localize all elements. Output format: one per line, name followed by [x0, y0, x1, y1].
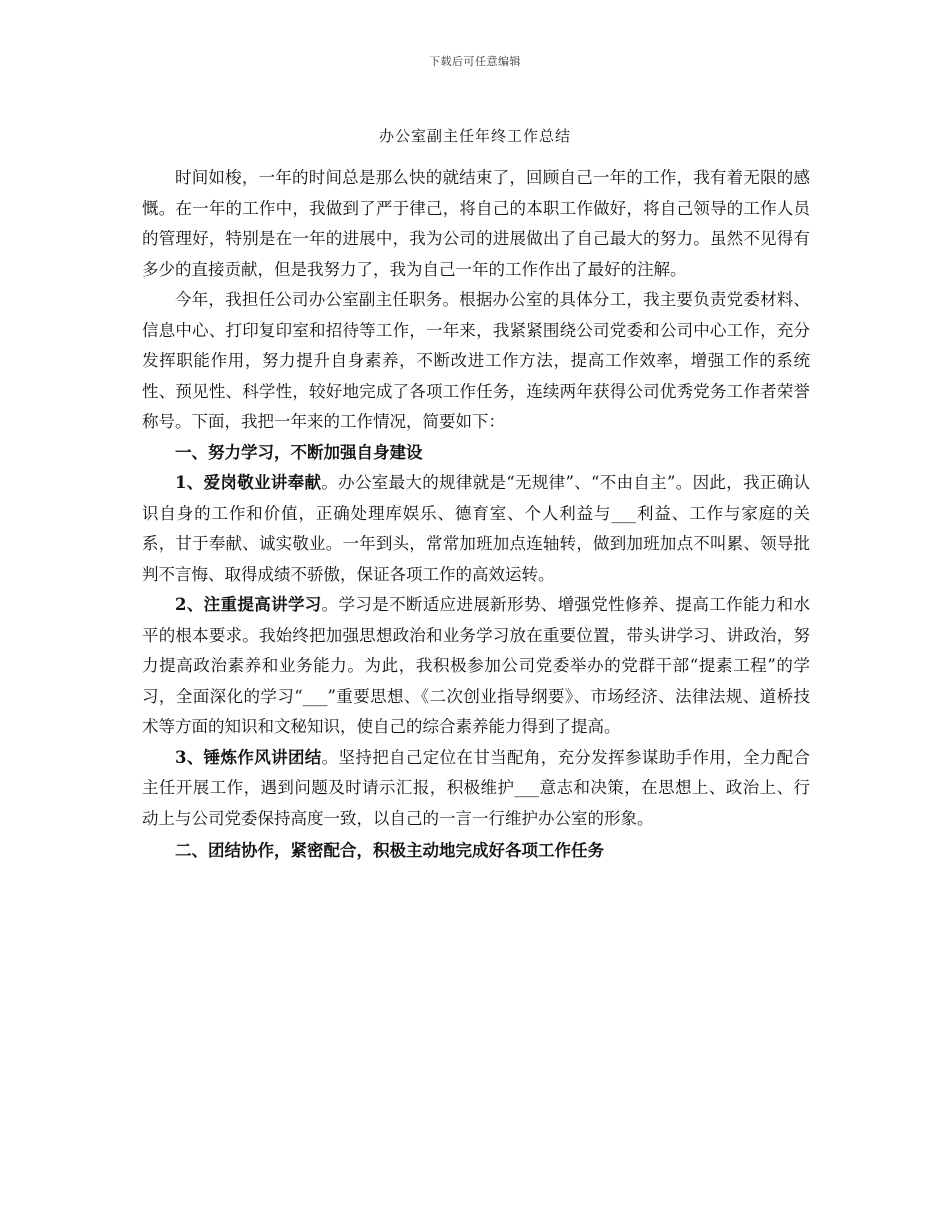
subsection-2 — [142, 590, 810, 743]
document-body — [142, 163, 810, 867]
subsection-3-lead: 3、锤炼作风讲团结 — [175, 747, 322, 767]
paragraph-overview: 今年，我担任公司办公室副主任职务。根据办公室的具体分工，我主要负责党委材料、信息中心、打印复印室和招待等工作，一年来，我紧紧围绕公司党委和公司中心工作，充分发挥职能作用，努力提升自身素养，不断改进工作方法，提高工作效率，增强工作的系统性、预见性、科学性，较好地完成了各项工作任务，连续两年获得公司优秀党务工作者荣誉称号。下面，我把一年来的工作情况，简要如下： — [142, 290, 810, 431]
subsection-3 — [142, 743, 810, 835]
section-heading-1: 一、努力学习，不断加强自身建设 — [175, 442, 423, 462]
subsection-2-lead: 2、注重提高讲学习 — [175, 595, 322, 614]
subsection-1-lead: 1、爱岗敬业讲奉献 — [175, 473, 322, 492]
paragraph-intro: 时间如梭，一年的时间总是那么快的就结束了，回顾自己一年的工作，我有着无限的感慨。在一年的工作中，我做到了严于律己，将自己的本职工作做好，将自己领导的工作人员的管理好，特别是在一年的进展中，我为公司的进展做出了自己最大的努力。虽然不见得有多少的直接贡献，但是我努力了，我为自己一年的工作作出了最好的注解。 — [142, 168, 810, 279]
subsection-3-text: 。坚持把自己定位在甘当配角，充分发挥参谋助手作用，全力配合主任开展工作，遇到问题及时请示汇报，积极维护___意志和决策，在思想上、政治上、行动上与公司党委保持高度一致，以自己的一言一行维护办公室的形象。 — [142, 747, 811, 828]
subsection-2-text: 。学习是不断适应进展新形势、增强党性修养、提高工作能力和水平的根本要求。我始终把加强思想政治和业务学习放在重要位置，带头讲学习、讲政治，努力提高政治素养和业务能力。为此，我积极参加公司党委举办的党群干部“提素工程”的学习，全面深化的学习“___”重要思想、《二次创业指导纲要》、市场经济、法律法规、道桥技术等方面的知识和文秘知识，使自己的综合素养能力得到了提高。 — [142, 595, 811, 736]
header-note: 下载后可任意编辑 — [429, 55, 521, 68]
section-heading-2: 二、团结协作，紧密配合，积极主动地完成好各项工作任务 — [175, 841, 604, 860]
subsection-1 — [142, 468, 810, 590]
subsection-1-text: 。办公室最大的规律就是“无规律”、“不由自主”。因此，我正确认识自身的工作和价值，正确处理库娱乐、德育室、个人利益与___利益、工作与家庭的关系，甘于奉献、诚实敬业。一年到头，常常加班加点连轴转，做到加班加点不叫累、领导批判不言悔、取得成绩不骄傲，保证各项工作的高效运转。 — [142, 473, 810, 584]
document-title: 办公室副主任年终工作总结 — [378, 127, 571, 145]
